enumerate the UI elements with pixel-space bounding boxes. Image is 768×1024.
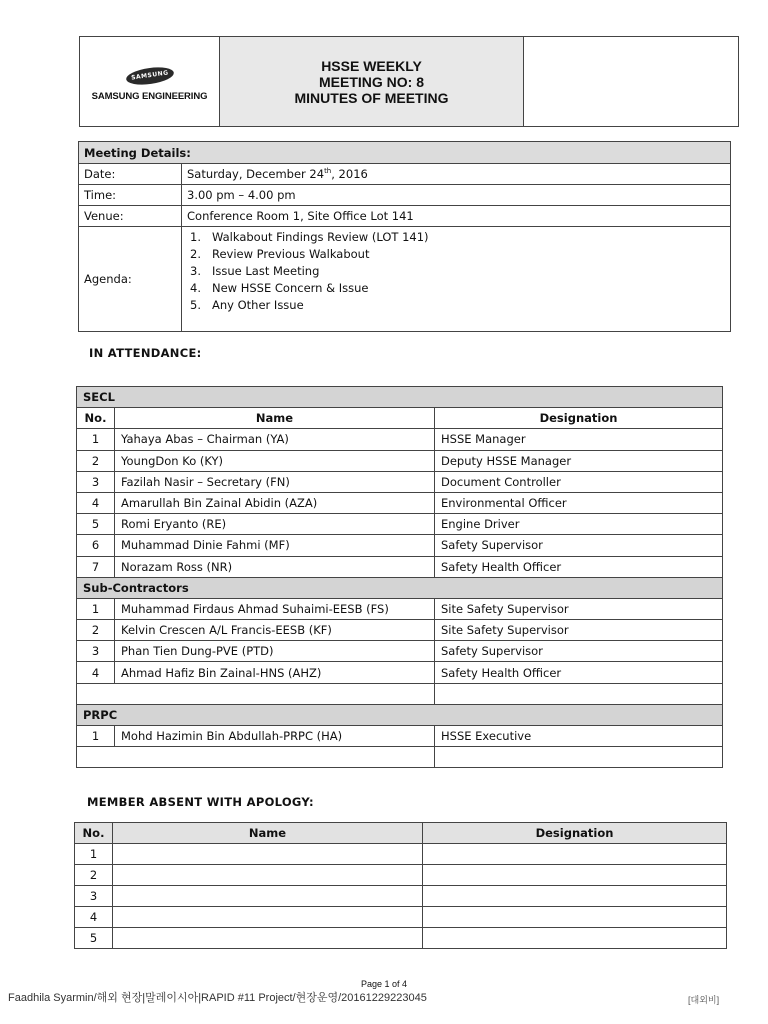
meeting-details-title: Meeting Details: (79, 142, 731, 164)
agenda-cell (182, 227, 731, 332)
agenda-item: 5. Any Other Issue (190, 298, 304, 312)
table-row: 1 (75, 844, 727, 865)
document-header (79, 36, 739, 127)
group-title-subcontractors: Sub-Contractors (77, 577, 723, 598)
agenda-item: 1. Walkabout Findings Review (LOT 141) (190, 230, 429, 244)
table-row: 5 Romi Eryanto (RE) Engine Driver (77, 514, 723, 535)
agenda-item: 3. Issue Last Meeting (190, 264, 320, 278)
agenda-list (187, 227, 725, 314)
absent-heading: MEMBER ABSENT WITH APOLOGY: (87, 795, 314, 809)
column-header-name: Name (115, 408, 435, 429)
table-row: 1 Muhammad Firdaus Ahmad Suhaimi-EESB (FS) Site Safety Supervisor (77, 598, 723, 619)
table-row: 4 (75, 907, 727, 928)
table-row: 1 Yahaya Abas – Chairman (YA) HSSE Manager (77, 429, 723, 450)
table-row: 4 Amarullah Bin Zainal Abidin (AZA) Environmental Officer (77, 492, 723, 513)
page-number: Page 1 of 4 (360, 979, 408, 989)
title-line-3: MINUTES OF MEETING (294, 89, 449, 106)
column-header-designation: Designation (423, 823, 727, 844)
table-row: 1 Mohd Hazimin Bin Abdullah-PRPC (HA) HSSE Executive (77, 726, 723, 747)
table-row: 5 (75, 928, 727, 949)
samsung-logo-icon: SAMSUNG (125, 64, 175, 87)
group-title-prpc: PRPC (77, 704, 723, 725)
title-line-1: HSSE WEEKLY (321, 57, 422, 74)
empty-row (77, 747, 723, 768)
table-row: 4 Ahmad Hafiz Bin Zainal-HNS (AHZ) Safety Health Officer (77, 662, 723, 683)
table-row: 3 Fazilah Nasir – Secretary (FN) Document Controller (77, 471, 723, 492)
column-header-no: No. (75, 823, 113, 844)
table-row: 2 Kelvin Crescen A/L Francis-EESB (KF) Site Safety Supervisor (77, 620, 723, 641)
date-label: Date: (79, 164, 182, 185)
empty-row (77, 683, 723, 704)
column-header-no: No. (77, 408, 115, 429)
table-row: 3 (75, 886, 727, 907)
company-logo (80, 37, 220, 127)
time-label: Time: (79, 185, 182, 206)
time-value: 3.00 pm – 4.00 pm (182, 185, 731, 206)
table-row: 7 Norazam Ross (NR) Safety Health Officer (77, 556, 723, 577)
header-blank-cell (524, 37, 739, 127)
table-row: 2 YoungDon Ko (KY) Deputy HSSE Manager (77, 450, 723, 471)
agenda-item: 4. New HSSE Concern & Issue (190, 281, 369, 295)
agenda-label: Agenda: (79, 227, 182, 332)
agenda-item: 2. Review Previous Walkabout (190, 247, 370, 261)
group-title-secl: SECL (77, 387, 723, 408)
table-row: 6 Muhammad Dinie Fahmi (MF) Safety Supervisor (77, 535, 723, 556)
confidential-mark: [대외비] (688, 995, 720, 1005)
column-header-name: Name (113, 823, 423, 844)
table-row: 3 Phan Tien Dung-PVE (PTD) Safety Supervisor (77, 641, 723, 662)
document-title (220, 37, 524, 127)
footer-path: Faadhila Syarmin/해외 현장|말레이시아|RAPID #11 Project/현장운영/20161229223045 (8, 992, 427, 1004)
meeting-details-table (78, 141, 731, 332)
date-value: Saturday, December 24th, 2016 (182, 164, 731, 185)
venue-label: Venue: (79, 206, 182, 227)
attendance-heading: IN ATTENDANCE: (89, 346, 202, 360)
company-name: SAMSUNG ENGINEERING (91, 90, 208, 102)
attendance-table (76, 386, 723, 768)
column-header-designation: Designation (435, 408, 723, 429)
venue-value: Conference Room 1, Site Office Lot 141 (182, 206, 731, 227)
title-line-2: MEETING NO: 8 (318, 73, 424, 90)
table-row: 2 (75, 865, 727, 886)
absent-table (74, 822, 727, 949)
